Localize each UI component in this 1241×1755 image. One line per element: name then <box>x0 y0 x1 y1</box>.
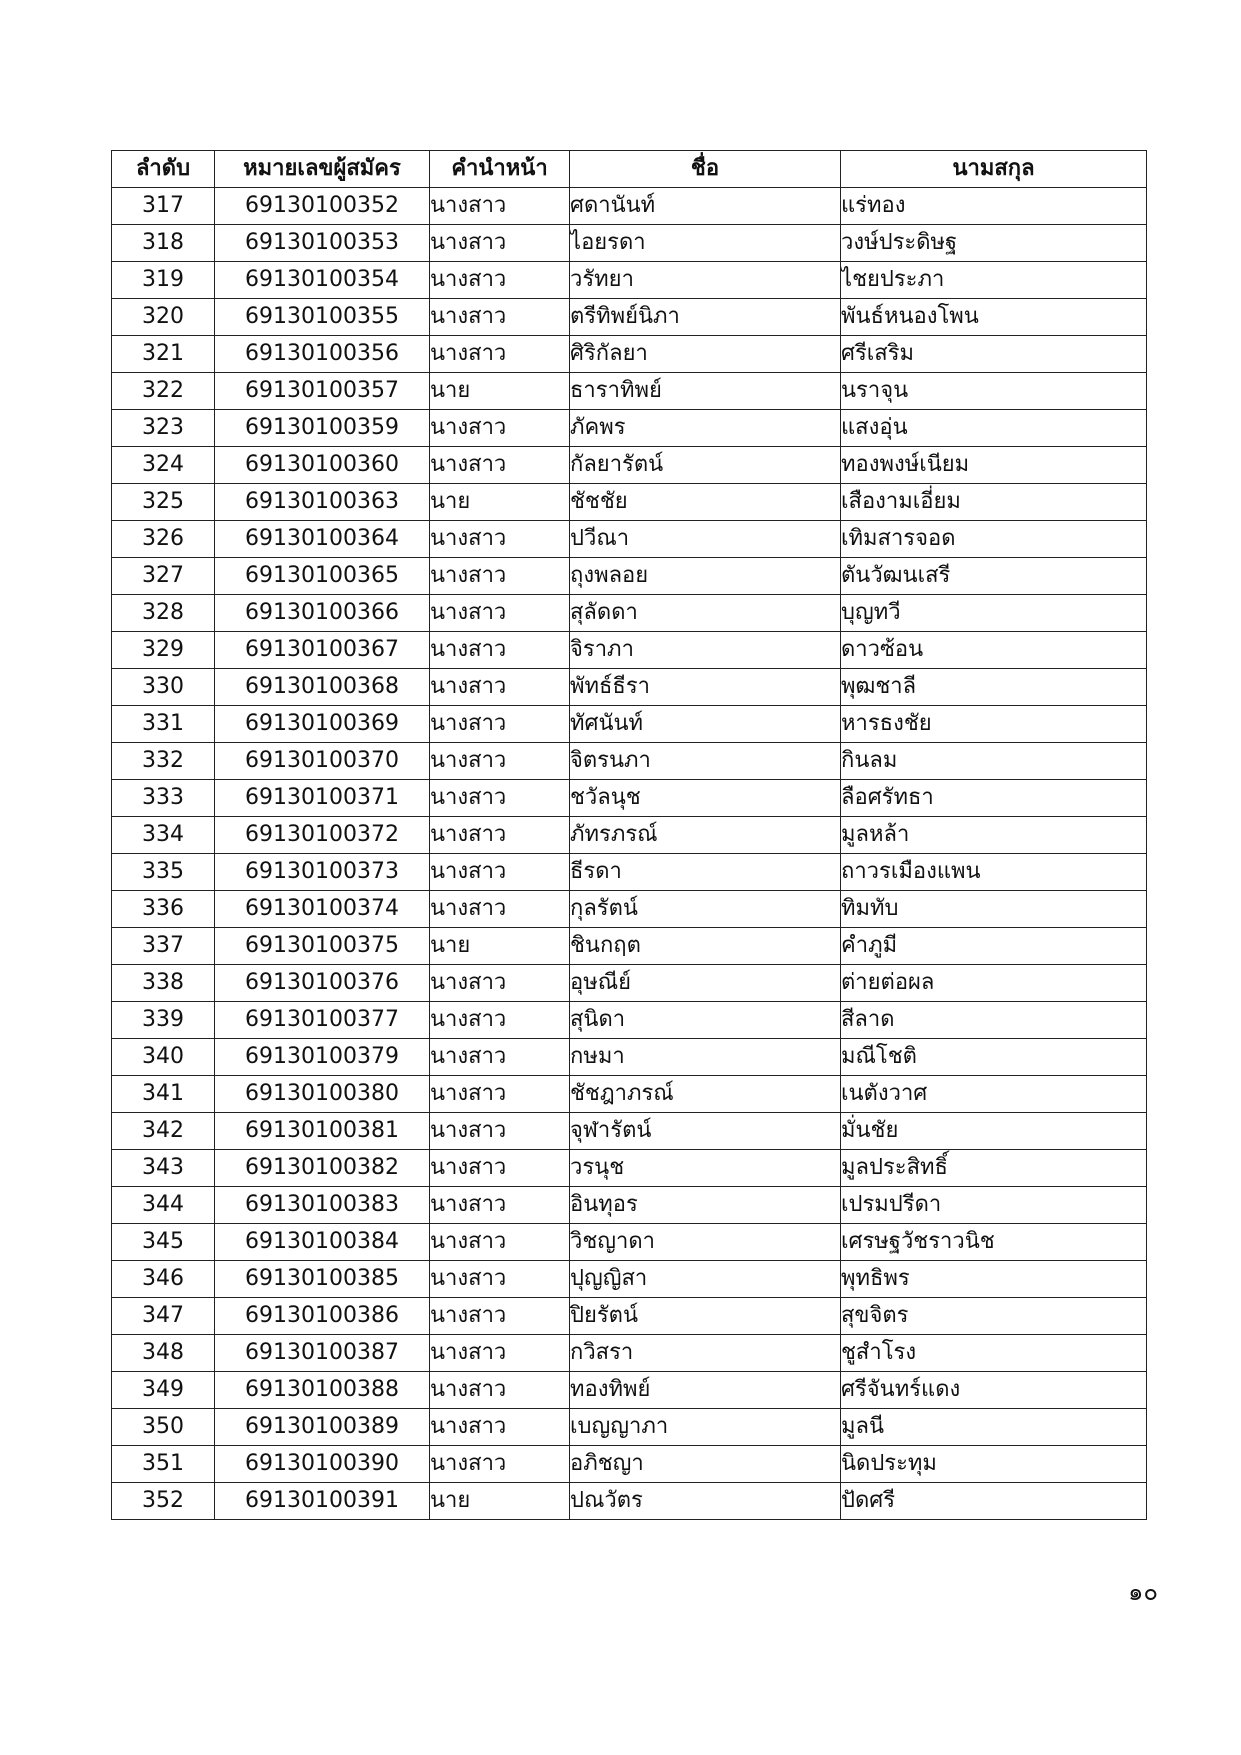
cell-no: 330 <box>112 669 215 706</box>
cell-applicant-id: 69130100385 <box>215 1261 430 1298</box>
cell-prefix: นางสาว <box>430 225 570 262</box>
table-row <box>112 1446 1147 1483</box>
cell-first-name: ภัคพร <box>570 410 841 447</box>
cell-prefix: นางสาว <box>430 336 570 373</box>
cell-last-name: มูลนี <box>841 1409 1147 1446</box>
cell-last-name: ปัดศรี <box>841 1483 1147 1520</box>
cell-no: 318 <box>112 225 215 262</box>
cell-prefix: นางสาว <box>430 1446 570 1483</box>
cell-last-name: มูลหล้า <box>841 817 1147 854</box>
table-row <box>112 558 1147 595</box>
cell-last-name: พุทธิพร <box>841 1261 1147 1298</box>
cell-last-name: ถาวรเมืองแพน <box>841 854 1147 891</box>
cell-applicant-id: 69130100371 <box>215 780 430 817</box>
table-body <box>112 188 1147 1520</box>
table-row <box>112 484 1147 521</box>
cell-applicant-id: 69130100389 <box>215 1409 430 1446</box>
cell-last-name: ทองพงษ์เนียม <box>841 447 1147 484</box>
cell-first-name: ธีรดา <box>570 854 841 891</box>
header-prefix: คำนำหน้า <box>430 151 570 188</box>
table-row <box>112 1409 1147 1446</box>
table-row <box>112 1372 1147 1409</box>
cell-no: 348 <box>112 1335 215 1372</box>
cell-no: 343 <box>112 1150 215 1187</box>
cell-first-name: จุฬารัตน์ <box>570 1113 841 1150</box>
cell-applicant-id: 69130100359 <box>215 410 430 447</box>
cell-no: 338 <box>112 965 215 1002</box>
cell-prefix: นางสาว <box>430 965 570 1002</box>
cell-first-name: ศดานันท์ <box>570 188 841 225</box>
cell-prefix: นางสาว <box>430 1409 570 1446</box>
cell-prefix: นางสาว <box>430 669 570 706</box>
cell-no: 347 <box>112 1298 215 1335</box>
cell-no: 328 <box>112 595 215 632</box>
cell-prefix: นาย <box>430 1483 570 1520</box>
cell-first-name: อินทุอร <box>570 1187 841 1224</box>
table-row <box>112 1224 1147 1261</box>
cell-no: 350 <box>112 1409 215 1446</box>
table-row <box>112 854 1147 891</box>
cell-applicant-id: 69130100366 <box>215 595 430 632</box>
cell-no: 340 <box>112 1039 215 1076</box>
cell-no: 321 <box>112 336 215 373</box>
cell-first-name: กวิสรา <box>570 1335 841 1372</box>
cell-applicant-id: 69130100372 <box>215 817 430 854</box>
cell-last-name: ดาวซ้อน <box>841 632 1147 669</box>
table-row <box>112 706 1147 743</box>
cell-first-name: ปณวัตร <box>570 1483 841 1520</box>
cell-first-name: วรนุช <box>570 1150 841 1187</box>
cell-last-name: เศรษฐวัชราวนิช <box>841 1224 1147 1261</box>
cell-prefix: นางสาว <box>430 1187 570 1224</box>
cell-applicant-id: 69130100388 <box>215 1372 430 1409</box>
cell-last-name: บุญทวี <box>841 595 1147 632</box>
cell-prefix: นางสาว <box>430 817 570 854</box>
cell-applicant-id: 69130100353 <box>215 225 430 262</box>
cell-last-name: แสงอุ่น <box>841 410 1147 447</box>
table-row <box>112 299 1147 336</box>
cell-no: 349 <box>112 1372 215 1409</box>
cell-prefix: นาย <box>430 484 570 521</box>
cell-applicant-id: 69130100369 <box>215 706 430 743</box>
cell-prefix: นางสาว <box>430 1002 570 1039</box>
cell-no: 341 <box>112 1076 215 1113</box>
cell-no: 331 <box>112 706 215 743</box>
table-row <box>112 669 1147 706</box>
cell-applicant-id: 69130100363 <box>215 484 430 521</box>
cell-prefix: นางสาว <box>430 891 570 928</box>
cell-first-name: อุษณีย์ <box>570 965 841 1002</box>
cell-applicant-id: 69130100354 <box>215 262 430 299</box>
header-applicant-id: หมายเลขผู้สมัคร <box>215 151 430 188</box>
cell-applicant-id: 69130100370 <box>215 743 430 780</box>
cell-last-name: ตันวัฒนเสรี <box>841 558 1147 595</box>
cell-no: 317 <box>112 188 215 225</box>
cell-prefix: นางสาว <box>430 447 570 484</box>
cell-last-name: มูลประสิทธิ์ <box>841 1150 1147 1187</box>
cell-no: 335 <box>112 854 215 891</box>
table-row <box>112 521 1147 558</box>
cell-no: 325 <box>112 484 215 521</box>
cell-last-name: ทิมทับ <box>841 891 1147 928</box>
cell-first-name: ปวีณา <box>570 521 841 558</box>
cell-first-name: ธาราทิพย์ <box>570 373 841 410</box>
cell-applicant-id: 69130100387 <box>215 1335 430 1372</box>
cell-applicant-id: 69130100377 <box>215 1002 430 1039</box>
cell-last-name: หารธงชัย <box>841 706 1147 743</box>
cell-first-name: ภัทรภรณ์ <box>570 817 841 854</box>
cell-last-name: แร่ทอง <box>841 188 1147 225</box>
cell-no: 342 <box>112 1113 215 1150</box>
cell-applicant-id: 69130100364 <box>215 521 430 558</box>
cell-prefix: นางสาว <box>430 1076 570 1113</box>
cell-first-name: กุลรัตน์ <box>570 891 841 928</box>
cell-last-name: สีลาด <box>841 1002 1147 1039</box>
table-row <box>112 1113 1147 1150</box>
cell-first-name: กษมา <box>570 1039 841 1076</box>
header-row <box>112 151 1147 188</box>
cell-first-name: ชัชชัย <box>570 484 841 521</box>
cell-prefix: นางสาว <box>430 262 570 299</box>
page-number: ๑๐ <box>1128 1578 1158 1606</box>
header-first-name: ชื่อ <box>570 151 841 188</box>
cell-last-name: วงษ์ประดิษฐ <box>841 225 1147 262</box>
cell-prefix: นางสาว <box>430 558 570 595</box>
cell-no: 345 <box>112 1224 215 1261</box>
cell-applicant-id: 69130100374 <box>215 891 430 928</box>
table-row <box>112 1150 1147 1187</box>
cell-prefix: นางสาว <box>430 1113 570 1150</box>
cell-last-name: ลือศรัทธา <box>841 780 1147 817</box>
cell-first-name: จิตรนภา <box>570 743 841 780</box>
cell-applicant-id: 69130100365 <box>215 558 430 595</box>
header-no: ลำดับ <box>112 151 215 188</box>
cell-first-name: ปุญญิสา <box>570 1261 841 1298</box>
cell-first-name: พัทธ์ธีรา <box>570 669 841 706</box>
table-row <box>112 1298 1147 1335</box>
cell-no: 337 <box>112 928 215 965</box>
cell-first-name: ปิยรัตน์ <box>570 1298 841 1335</box>
cell-prefix: นางสาว <box>430 1261 570 1298</box>
cell-applicant-id: 69130100368 <box>215 669 430 706</box>
cell-prefix: นางสาว <box>430 188 570 225</box>
cell-first-name: วิชญาดา <box>570 1224 841 1261</box>
cell-first-name: สุนิดา <box>570 1002 841 1039</box>
cell-prefix: นางสาว <box>430 706 570 743</box>
cell-last-name: เนตังวาศ <box>841 1076 1147 1113</box>
cell-prefix: นางสาว <box>430 1372 570 1409</box>
cell-prefix: นางสาว <box>430 521 570 558</box>
table-row <box>112 447 1147 484</box>
cell-first-name: จิราภา <box>570 632 841 669</box>
cell-first-name: เบญญาภา <box>570 1409 841 1446</box>
cell-last-name: สุขจิตร <box>841 1298 1147 1335</box>
cell-applicant-id: 69130100360 <box>215 447 430 484</box>
cell-last-name: ศรีจันทร์แดง <box>841 1372 1147 1409</box>
cell-first-name: ตรีทิพย์นิภา <box>570 299 841 336</box>
cell-no: 326 <box>112 521 215 558</box>
cell-last-name: เทิมสารจอด <box>841 521 1147 558</box>
cell-no: 336 <box>112 891 215 928</box>
table-row <box>112 928 1147 965</box>
cell-no: 339 <box>112 1002 215 1039</box>
cell-first-name: กัลยารัตน์ <box>570 447 841 484</box>
cell-no: 319 <box>112 262 215 299</box>
cell-first-name: สุลัดดา <box>570 595 841 632</box>
cell-no: 346 <box>112 1261 215 1298</box>
cell-prefix: นางสาว <box>430 780 570 817</box>
cell-applicant-id: 69130100386 <box>215 1298 430 1335</box>
cell-applicant-id: 69130100356 <box>215 336 430 373</box>
cell-last-name: นราจุน <box>841 373 1147 410</box>
cell-first-name: วรัทยา <box>570 262 841 299</box>
cell-no: 351 <box>112 1446 215 1483</box>
cell-first-name: ไอยรดา <box>570 225 841 262</box>
table-row <box>112 595 1147 632</box>
cell-first-name: ชวัลนุช <box>570 780 841 817</box>
cell-prefix: นาย <box>430 928 570 965</box>
cell-no: 327 <box>112 558 215 595</box>
cell-prefix: นางสาว <box>430 299 570 336</box>
cell-no: 332 <box>112 743 215 780</box>
cell-last-name: กินลม <box>841 743 1147 780</box>
cell-applicant-id: 69130100384 <box>215 1224 430 1261</box>
table-row <box>112 1039 1147 1076</box>
cell-applicant-id: 69130100367 <box>215 632 430 669</box>
cell-last-name: เสืองามเอี่ยม <box>841 484 1147 521</box>
cell-last-name: ไชยประภา <box>841 262 1147 299</box>
cell-prefix: นางสาว <box>430 1298 570 1335</box>
cell-last-name: เปรมปรีดา <box>841 1187 1147 1224</box>
cell-prefix: นางสาว <box>430 632 570 669</box>
cell-no: 320 <box>112 299 215 336</box>
cell-applicant-id: 69130100382 <box>215 1150 430 1187</box>
table-row <box>112 336 1147 373</box>
header-last-name: นามสกุล <box>841 151 1147 188</box>
table-header <box>112 151 1147 188</box>
cell-last-name: คำภูมี <box>841 928 1147 965</box>
table-row <box>112 817 1147 854</box>
cell-prefix: นางสาว <box>430 1224 570 1261</box>
cell-no: 344 <box>112 1187 215 1224</box>
table-row <box>112 1187 1147 1224</box>
cell-first-name: ชินกฤต <box>570 928 841 965</box>
table-row <box>112 225 1147 262</box>
cell-no: 323 <box>112 410 215 447</box>
cell-prefix: นางสาว <box>430 1039 570 1076</box>
cell-applicant-id: 69130100379 <box>215 1039 430 1076</box>
table-row <box>112 965 1147 1002</box>
cell-last-name: นิดประทุม <box>841 1446 1147 1483</box>
cell-applicant-id: 69130100376 <box>215 965 430 1002</box>
cell-applicant-id: 69130100375 <box>215 928 430 965</box>
cell-last-name: ชูสำโรง <box>841 1335 1147 1372</box>
cell-applicant-id: 69130100391 <box>215 1483 430 1520</box>
cell-applicant-id: 69130100390 <box>215 1446 430 1483</box>
cell-applicant-id: 69130100381 <box>215 1113 430 1150</box>
table-row <box>112 1483 1147 1520</box>
cell-first-name: ถุงพลอย <box>570 558 841 595</box>
cell-last-name: พุฒชาลี <box>841 669 1147 706</box>
cell-applicant-id: 69130100380 <box>215 1076 430 1113</box>
cell-first-name: ทองทิพย์ <box>570 1372 841 1409</box>
table-row <box>112 410 1147 447</box>
cell-applicant-id: 69130100383 <box>215 1187 430 1224</box>
cell-no: 333 <box>112 780 215 817</box>
cell-prefix: นางสาว <box>430 854 570 891</box>
cell-prefix: นางสาว <box>430 1150 570 1187</box>
table-row <box>112 1335 1147 1372</box>
table-row <box>112 1002 1147 1039</box>
table-row <box>112 1261 1147 1298</box>
cell-applicant-id: 69130100357 <box>215 373 430 410</box>
cell-last-name: ต่ายต่อผล <box>841 965 1147 1002</box>
cell-first-name: อภิชญา <box>570 1446 841 1483</box>
cell-no: 329 <box>112 632 215 669</box>
cell-no: 322 <box>112 373 215 410</box>
cell-first-name: ทัศนันท์ <box>570 706 841 743</box>
table-row <box>112 262 1147 299</box>
cell-applicant-id: 69130100373 <box>215 854 430 891</box>
cell-no: 334 <box>112 817 215 854</box>
cell-no: 324 <box>112 447 215 484</box>
table-row <box>112 780 1147 817</box>
cell-applicant-id: 69130100352 <box>215 188 430 225</box>
table-row <box>112 188 1147 225</box>
table-row <box>112 891 1147 928</box>
cell-no: 352 <box>112 1483 215 1520</box>
cell-last-name: พันธ์หนองโพน <box>841 299 1147 336</box>
cell-prefix: นางสาว <box>430 1335 570 1372</box>
table-row <box>112 743 1147 780</box>
table-row <box>112 1076 1147 1113</box>
cell-prefix: นาย <box>430 373 570 410</box>
cell-last-name: มณีโชติ <box>841 1039 1147 1076</box>
cell-prefix: นางสาว <box>430 595 570 632</box>
table-row <box>112 632 1147 669</box>
cell-prefix: นางสาว <box>430 410 570 447</box>
table-row <box>112 373 1147 410</box>
cell-last-name: มั่นชัย <box>841 1113 1147 1150</box>
applicant-table <box>111 150 1147 1520</box>
cell-prefix: นางสาว <box>430 743 570 780</box>
cell-first-name: ศิริกัลยา <box>570 336 841 373</box>
cell-last-name: ศรีเสริม <box>841 336 1147 373</box>
cell-first-name: ชัชฎาภรณ์ <box>570 1076 841 1113</box>
cell-applicant-id: 69130100355 <box>215 299 430 336</box>
